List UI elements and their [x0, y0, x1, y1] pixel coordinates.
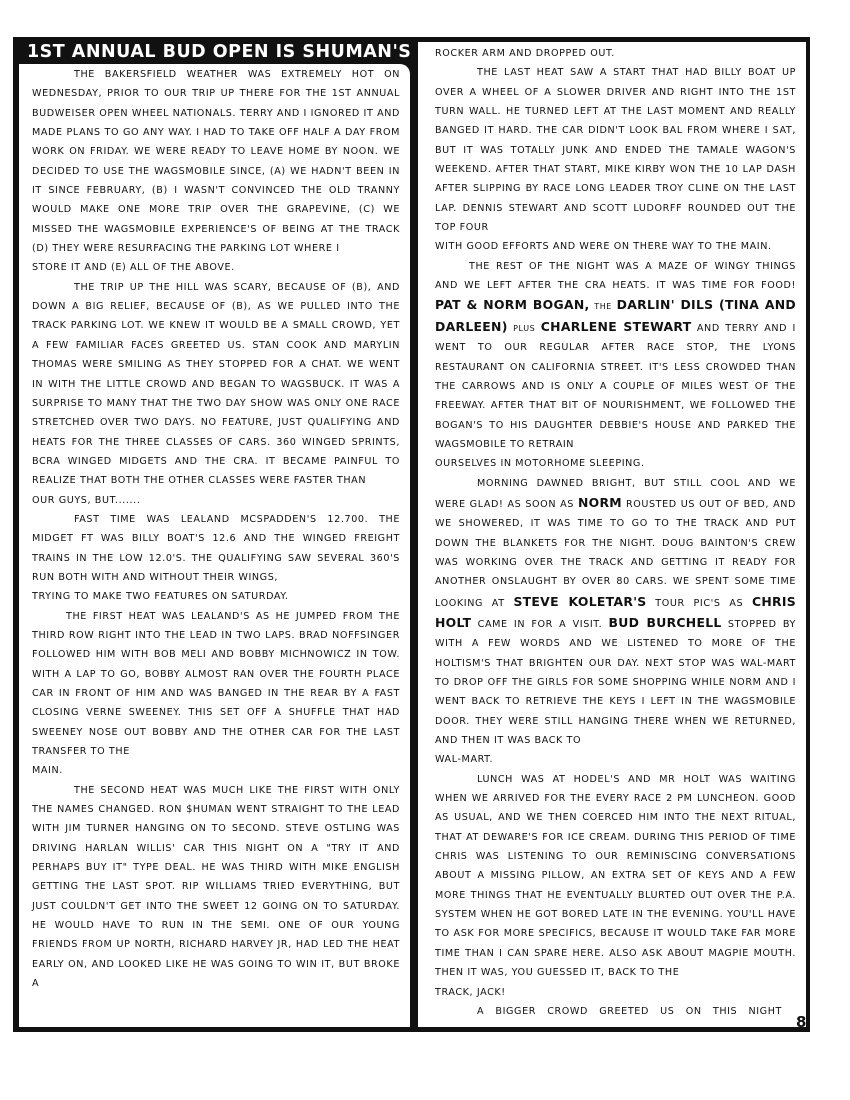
name-highlight: PAT & NORM BOGAN, — [435, 297, 590, 313]
paragraph — [435, 63, 796, 237]
paragraph-end: MAIN. — [32, 765, 63, 777]
paragraph — [32, 278, 400, 491]
paragraph — [32, 510, 400, 587]
paragraph — [435, 257, 796, 454]
paragraph-text: AND TERRY AND I WENT TO OUR REGULAR AFTER RACE STOP, THE LYONS RESTAURANT ON CALIFORNIA STREET. IT'S LESS CROWDED THAN THE CARROWS AND IS ONLY A COUPLE OF MILES WEST OF THE FREEWAY. AFTER THAT BIT OF NOURISHMENT, WE FOLLOWED THE BOGAN'S TO HIS DAUGHTER DEBBIE'S HOUSE AND PARKED THE WAGSMOBILE TO RETRAIN — [435, 322, 796, 450]
paragraph-end: WAL-MART. — [435, 754, 494, 766]
paragraph — [32, 607, 400, 762]
name-highlight: DARLIN' DILS (TINA AND DARLEEN) — [435, 297, 796, 334]
paragraph-end: OURSELVES IN MOTORHOME SLEEPING. — [435, 458, 645, 470]
paragraph-text: A BIGGER CROWD GREETED US ON THIS NIGHT — [477, 1005, 782, 1017]
name-highlight: NORM — [577, 494, 622, 510]
paragraph-text: THE BAKERSFIELD WEATHER WAS EXTREMELY HOT ON WEDNESDAY, PRIOR TO OUR TRIP UP THERE FOR THE 1ST ANNUAL BUDWEISER OPEN WHEEL NATIONALS. TERRY AND I IGNORED IT AND MADE PLANS TO GO ANY WAY. I HAD TO TAKE OFF HALF A DAY FROM WORK ON FRIDAY. WE WERE READY TO LEAVE HOME BY NOON. WE DECIDED TO USE THE WAGSMOBILE SINCE, (A) WE HADN'T BEEN IN IT SINCE FEBRUARY, (B) I WASN'T CONVINCED THE OLD TRANNY WOULD MAKE ONE MORE TRIP OVER THE GRAPEVINE, (C) WE MISSED THE WAGSMOBILE EXPERIENCE'S OF BEING AT THE TRACK (D) THEY WERE RESURFACING THE PARKING LOT WHERE I — [32, 69, 401, 255]
paragraph-text: STOPPED BY WITH A FEW WORDS AND WE LISTENED TO MORE OF THE HOLTISM'S THAT BRIGHTEN OUR DAY. NEXT STOP WAS WAL-MART TO DROP OFF THE GIRLS FOR SOME SHOPPING WHILE NORM AND I WENT BACK TO RETRIEVE THE KEYS I LEFT IN THE WAGSMOBILE DOOR. THEY WERE STILL HANGING THERE WHEN WE RETURNED, AND THEN IT WAS BACK TO — [435, 618, 796, 747]
paragraph-text: THE — [594, 302, 612, 312]
paragraph-text: MORNING DAWNED BRIGHT, BUT STILL COOL AND WE WERE GLAD! AS SOON AS — [435, 477, 796, 510]
paragraph-text: THE FIRST HEAT WAS LEALAND'S AS HE JUMPED FROM THE THIRD ROW RIGHT INTO THE LEAD IN TWO LAPS. BRAD NOFFSINGER FOLLOWED HIM WITH BOB MELI AND BOBBY MICHNOWICZ IN TOW. WITH A LAP TO GO, BOBBY ALMOST RAN OVER THE FOURTH PLACE CAR IN FRONT OF HIM AND WAS BANGED IN THE REAR BY A FAST CLOSING VERNE SWEENEY. THIS SET OFF A SHUFFLE THAT HAD SWEENEY NOSE OUT BOBBY AND THE OTHER CAR FOR THE LAST TRANSFER TO THE — [32, 610, 400, 758]
name-highlight: CHRIS HOLT — [435, 593, 797, 630]
paragraph-text: THE REST OF THE NIGHT WAS A MAZE OF WINGY THINGS AND WE LEFT AFTER THE CRA HEATS. IT WAS TIME FOR FOOD! — [435, 260, 796, 292]
paragraph-end: TRYING TO MAKE TWO FEATURES ON SATURDAY. — [32, 591, 289, 603]
paragraph-end: WITH GOOD EFFORTS AND WERE ON THERE WAY TO THE MAIN. — [435, 241, 772, 253]
paragraph-text: FAST TIME WAS LEALAND MCSPADDEN'S 12.700. THE MIDGET FT WAS BILLY BOAT'S 12.6 AND THE WINGED FREIGHT TRAINS IN THE LOW 12.0'S. THE QUALIFYING SAW SEVERAL 360'S RUN BOTH WITH AND WITHOUT THEIR WINGS, — [32, 513, 400, 583]
paragraph — [32, 781, 400, 994]
paragraph — [435, 474, 796, 751]
paragraph — [32, 65, 400, 258]
paragraph-text: THE SECOND HEAT WAS MUCH LIKE THE FIRST WITH ONLY THE NAMES CHANGED. RON $HUMAN WENT STRAIGHT TO THE LEAD WITH JIM TURNER HANGING ON TO SECOND. STEVE OSTLING WAS DRIVING HARLAN WILLIS' CAR THIS NIGHT ON A "TRY IT AND PERHAPS BUY IT" TYPE DEAL. HE WAS THIRD WITH MIKE ENGLISH GETTING THE LAST SPOT. RIP WILLIAMS TRIED EVERYTHING, BUT JUST COULDN'T GET INTO THE SWEET 12 GOING ON TO SATURDAY. HE WOULD HAVE TO RUN IN THE SEMI. ONE OF OUR YOUNG FRIENDS FROM UP NORTH, RICHARD HARVEY JR, HAD LED THE HEAT EARLY ON, AND LOOKED LIKE HE WAS GOING TO WIN IT, BUT BROKE A — [32, 784, 400, 990]
paragraph-end: STORE IT AND (E) ALL OF THE ABOVE. — [32, 262, 235, 274]
paragraph — [435, 1002, 796, 1021]
paragraph-text: ROUSTED US OUT OF BED, AND WE SHOWERED, IT WAS TIME TO GO TO THE TRACK AND PUT DOWN THE BLANKETS FOR THE NIGHT. DOUG BAINTON'S CREW WAS WORKING OVER THE TRACK AND GETTING IT READY FOR ANOTHER ONSLAUGHT BY OVER 80 CARS. WE SPENT SOME TIME LOOKING AT — [435, 498, 796, 609]
paragraph-end: ROCKER ARM AND DROPPED OUT. — [435, 48, 615, 59]
name-highlight: CHARLENE STEWART — [540, 318, 692, 334]
paragraph-text: CAME IN FOR A VISIT. — [477, 618, 603, 630]
paragraph-text: THE TRIP UP THE HILL WAS SCARY, BECAUSE OF (B), AND DOWN A BIG RELIEF, BECAUSE OF (B), AS WE PULLED INTO THE TRACK PARKING LOT. WE KNEW IT WOULD BE A SMALL CROWD, YET A FEW FAMILIAR FACES GREETED US. STAN COOK AND MARYLIN THOMAS WERE SMILING AS THEY STOPPED FOR A CHAT. WE WENT IN WITH THE LITTLE CROWD AND BEGAN TO WAGSBUCK. IT WAS A SURPRISE TO MANY THAT THE TWO DAY SHOW WAS ONLY ONE RACE STRETCHED OVER TWO DAYS. NO FEATURE, JUST QUALIFYING AND HEATS FOR THE THREE CLASSES OF CARS. 360 WINGED SPRINTS, BCRA WINGED MIDGETS AND THE CRA. IT BECAME PAINFUL TO REALIZE THAT BOTH THE OTHER CLASSES WERE FASTER THAN — [32, 281, 400, 487]
page-number: 8 — [796, 1013, 807, 1031]
right-column-text — [435, 44, 796, 1021]
left-column-text — [32, 65, 400, 994]
article-title: 1ST ANNUAL BUD OPEN IS SHUMAN'S — [27, 42, 412, 62]
name-highlight: BUD BURCHELL — [608, 614, 722, 630]
paragraph-text: THE LAST HEAT SAW A START THAT HAD BILLY BOAT UP OVER A WHEEL OF A SLOWER DRIVER AND RIGHT INTO THE 1ST TURN WALL. HE TURNED LEFT AT THE LAST MOMENT AND REALLY BANGED IT HARD. THE CAR DIDN'T LOOK BAL FROM WHERE I SAT, BUT IT WAS TOTALLY JUNK AND ENDED THE TAMALE WAGON'S WEEKEND. AFTER THAT START, MIKE KIRBY WON THE 10 LAP DASH AFTER SLIPPING BY RACE LONG LEADER TROY CLINE ON THE LAST LAP. DENNIS STEWART AND SCOTT LUDORFF ROUNDED OUT THE TOP FOUR — [435, 67, 796, 234]
paragraph-text: TOUR PIC'S AS — [655, 597, 744, 609]
paragraph — [435, 770, 796, 983]
paragraph-text: LUNCH WAS AT HODEL'S AND MR HOLT WAS WAITING WHEN WE ARRIVED FOR THE EVERY RACE 2 PM LUNCHEON. GOOD AS USUAL, AND WE THEN COERCED HIM INTO THE NEXT RITUAL, THAT AT DEWARE'S FOR ICE CREAM. DURING THIS PERIOD OF TIME CHRIS WAS LISTENING TO OUR REMINISCING CONVERSATIONS ABOUT A MISSING PILLOW, AN EXTRA SET OF KEYS AND A FEW MORE THINGS THAT HE EVENTUALLY BLURTED OUT OVER THE P.A. SYSTEM WHEN HE GOT BORED LATE IN THE EVENING. YOU'LL HAVE TO ASK FOR MORE SPECIFICS, BECAUSE IT WOULD TAKE FAR MORE TIME THAN I CAN SPARE HERE. ALSO ASK ABOUT MAGPIE MOUTH. THEN IT WAS, YOU GUESSED IT, BACK TO THE — [435, 773, 796, 979]
paragraph-end: OUR GUYS, BUT....... — [32, 494, 141, 506]
paragraph-text: PLUS — [513, 323, 536, 333]
paragraph-end: TRACK, JACK! — [435, 986, 506, 998]
name-highlight: STEVE KOLETAR'S — [513, 593, 647, 609]
